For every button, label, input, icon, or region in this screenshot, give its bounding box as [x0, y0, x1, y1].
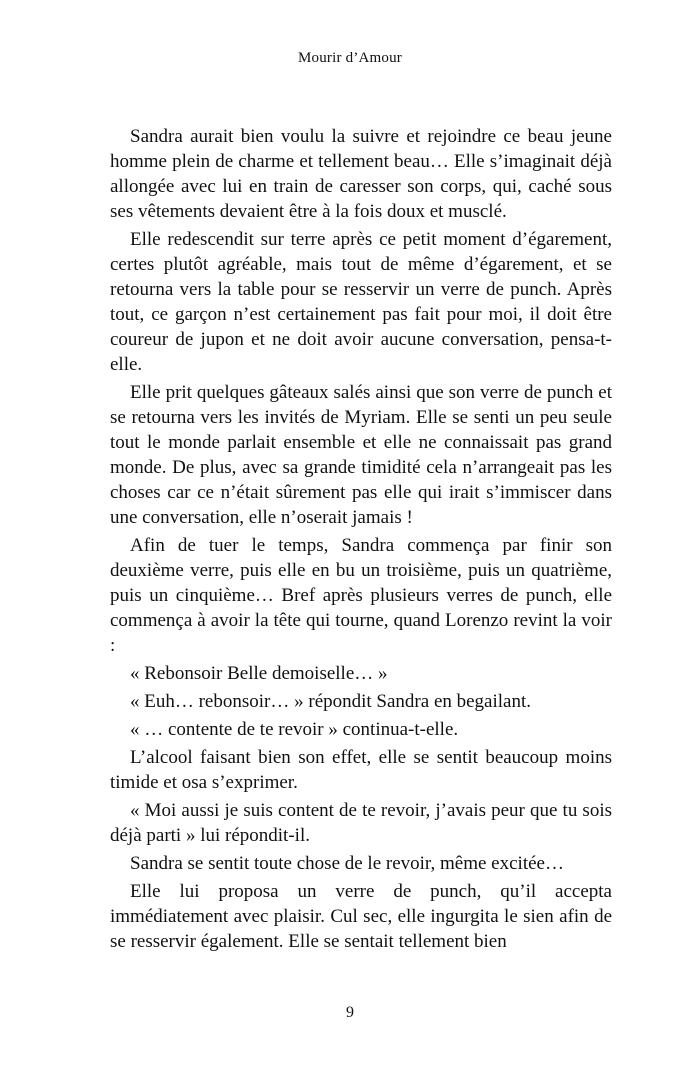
- paragraph: « … contente de te revoir » continua-t-elle.: [130, 719, 459, 740]
- paragraph: Elle redescendit sur terre après ce petit moment d’égarement, certes plutôt agréable, mais tout de même d’égarement, et se retourna vers la table pour se resservir un verre de punch. Après tout, ce garçon n’est certainement pas fait pour moi, il doit être coureur de jupon et ne doit avoir aucune conversation, pensa-t-elle.: [110, 229, 612, 375]
- paragraph: L’alcool faisant bien son effet, elle se sentit beaucoup moins timide et osa s’exprimer.: [110, 747, 612, 793]
- paragraph: Sandra se sentit toute chose de le revoir, même excitée…: [130, 853, 564, 874]
- paragraph: « Rebonsoir Belle demoiselle… »: [130, 663, 388, 684]
- paragraph: « Moi aussi je suis content de te revoir, j’avais peur que tu sois déjà parti » lui répondit-il.: [110, 800, 612, 846]
- page-number: 9: [346, 1004, 354, 1021]
- paragraph: Elle lui proposa un verre de punch, qu’il accepta immédiatement avec plaisir. Cul sec, elle ingurgita le sien afin de se resservir également. Elle se sentait tellement bien: [110, 881, 612, 952]
- paragraph: Sandra aurait bien voulu la suivre et rejoindre ce beau jeune homme plein de charme et tellement beau… Elle s’imaginait déjà allongée avec lui en train de caresser son corps, qui, caché sous ses vêtements devaient être à la fois doux et musclé.: [110, 126, 612, 222]
- body-text: [110, 124, 612, 957]
- paragraph: « Euh… rebonsoir… » répondit Sandra en begailant.: [130, 691, 532, 712]
- paragraph: Afin de tuer le temps, Sandra commença par finir son deuxième verre, puis elle en bu un troisième, puis un quatrième, puis un cinquième… Bref après plusieurs verres de punch, elle commença à avoir la tête qui tourne, quand Lorenzo revint la voir :: [110, 535, 612, 656]
- running-header: Mourir d’Amour: [297, 50, 403, 66]
- paragraph: Elle prit quelques gâteaux salés ainsi que son verre de punch et se retourna vers les invités de Myriam. Elle se senti un peu seule tout le monde parlait ensemble et elle ne connaissait pas grand monde. De plus, avec sa grande timidité cela n’arrangeait pas les choses car ce n’était sûrement pas elle qui irait s’immiscer dans une conversation, elle n’oserait jamais !: [110, 382, 612, 528]
